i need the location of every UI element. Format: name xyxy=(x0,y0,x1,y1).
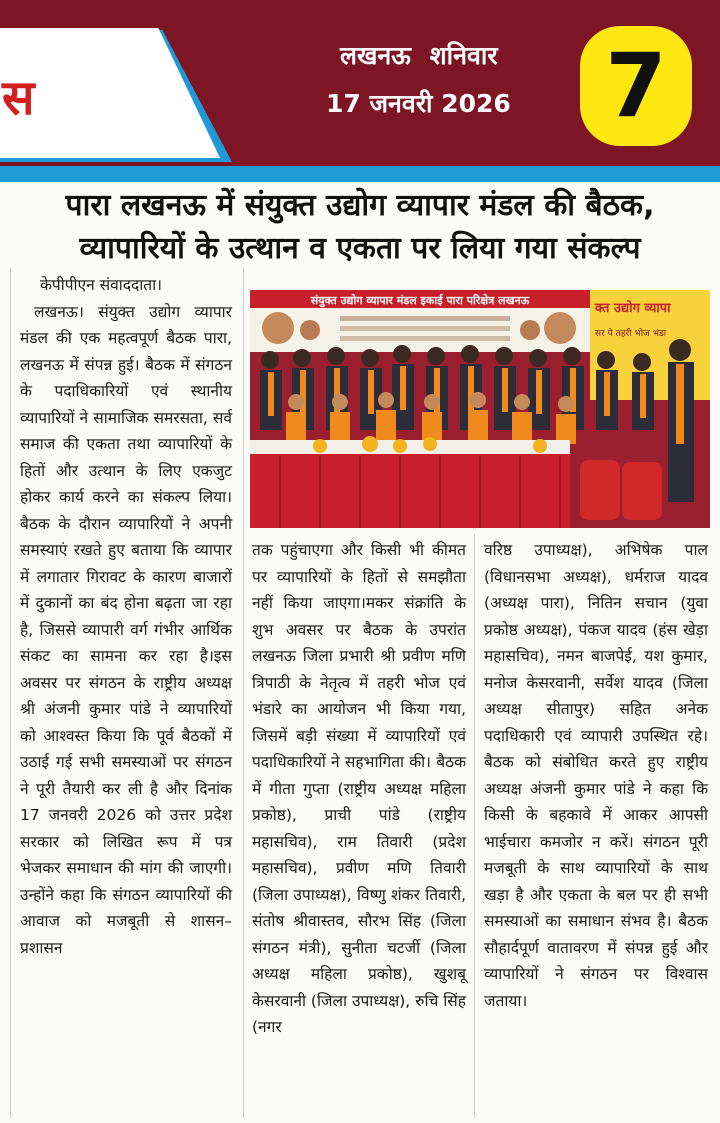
masthead-divider xyxy=(0,166,720,182)
headline-line-1: पारा लखनऊ में संयुक्त उद्योग व्यापार मंडल की बैठक, xyxy=(65,188,655,223)
article-column-1 xyxy=(20,272,232,961)
event-photo xyxy=(250,290,710,528)
photo-right-banner: क्त उद्योग व्यापा xyxy=(595,301,671,316)
article-byline: केपीपीएन संवाददाता। xyxy=(40,276,162,294)
article-column-3 xyxy=(484,537,708,1014)
article-column-2 xyxy=(252,537,466,1041)
column-rule xyxy=(474,534,475,1118)
article-headline xyxy=(0,184,720,270)
page-number-badge: 7 xyxy=(580,26,692,146)
article-body-col2: तक पहुंचाएगा और किसी भी कीमत पर व्यापारियों के हितों से समझौता नहीं किया जाएगा।मकर संक्रांति के शुभ अवसर पर बैठक के उपरांत लखनऊ जिला प्रभारी श्री प्रवीण मणि त्रिपाठी के नेतृत्व में तहरी भोज एवं भंडारे का आयोजन भी किया गया, जिसमें बड़ी संख्या में व्यापारियों एवं पदाधिकारियों ने सहभागिता की। बैठक में गीता गुप्ता (राष्ट्रीय अध्यक्ष महिला प्रकोष्ठ), प्राची पांडे (राष्ट्रीय महासचिव), राम तिवारी (प्रदेश महासचिव), प्रवीण मणि तिवारी (जिला उपाध्यक्ष), विष्णु शंकर तिवारी, संतोष श्रीवास्तव, सौरभ सिंह (जिला संगठन मंत्री), सुनीता चटर्जी (जिला अध्यक्ष महिला प्रकोष्ठ), खुशबू केसरवानी (जिला उपाध्यक्ष), रुचि सिंह (नगर xyxy=(252,541,466,1036)
headline-line-2: व्यापारियों के उत्थान व एकता पर लिया गया संकल्प xyxy=(79,231,641,266)
masthead-date: 17 जनवरी 2026 xyxy=(326,89,511,118)
photo-banner-title: संयुक्त उद्योग व्यापार मंडल इकाई पारा परिक्षेत्र लखनऊ xyxy=(310,294,530,307)
masthead-city-day: लखनऊ शनिवार xyxy=(340,41,498,70)
article-body-col3: वरिष्ठ उपाध्यक्ष), अभिषेक पाल (विधानसभा अध्यक्ष), धर्मराज यादव (अध्यक्ष पारा), नितिन सचान (युवा प्रकोष्ठ अध्यक्ष), पंकज यादव (हंस खेड़ा महासचिव), नमन बाजपेई, यश कुमार, मनोज केसरवानी, सर्वेश यादव (जिला अध्यक्ष सीतापुर) सहित अनेक पदाधिकारी एवं व्यापारी उपस्थित रहे।बैठक को संबोधित करते हुए राष्ट्रीय अध्यक्ष अंजनी कुमार पांडे ने कहा कि किसी के बहकावे में आकर आपसी भाईचारा कमजोर न करें। संगठन पूरी मजबूती के साथ व्यापारियों के साथ खड़ा है और एकता के बल पर ही सभी समस्याओं का समाधान संभव है। बैठक सौहार्दपूर्ण वातावरण में संपन्न हुई और व्यापारियों ने संगठन पर विश्वास जताया। xyxy=(484,541,708,1010)
column-rule xyxy=(10,268,11,1118)
masthead xyxy=(0,0,720,172)
article-body-col1: लखनऊ। संयुक्त उद्योग व्यापार मंडल की एक महत्वपूर्ण बैठक पारा, लखनऊ में संपन्न हुई। बैठक में संगठन के पदाधिकारियों एवं स्थानीय व्यापारियों ने सामाजिक समरसता, सर्व समाज की एकता तथा व्यापारियों के हितों और उत्थान के लिए एकजुट होकर कार्य करने का संकल्प लिया। बैठक के दौरान व्यापारियों ने अपनी समस्याएं रखते हुए बताया कि व्यापार में लगातार गिरावट के कारण बाजारों में दुकानों का बंद होना बढ़ता जा रहा है, जिससे व्यापारी वर्ग गंभीर आर्थिक संकट का सामना कर रहा है।इस अवसर पर संगठन के राष्ट्रीय अध्यक्ष श्री अंजनी कुमार पांडे ने व्यापारियों को आश्वस्त किया कि पूर्व बैठकों में उठाई गई सभी समस्याओं पर संगठन ने पूरी तैयारी कर ली है और दिनांक 17 जनवरी 2026 को उत्तर प्रदेश सरकार को लिखित रूप में पत्र भेजकर समाधान की मांग की जाएगी। उन्होंने कहा कि संगठन व्यापारियों की आवाज को मजबूती से शासन–प्रशासन xyxy=(20,302,232,957)
newspaper-logo: स xyxy=(2,70,35,126)
photo-right-banner-sub: सर पे तहरी भोज भंडा xyxy=(595,329,667,339)
event-photo-illustration xyxy=(250,290,710,528)
column-rule xyxy=(243,268,244,1118)
